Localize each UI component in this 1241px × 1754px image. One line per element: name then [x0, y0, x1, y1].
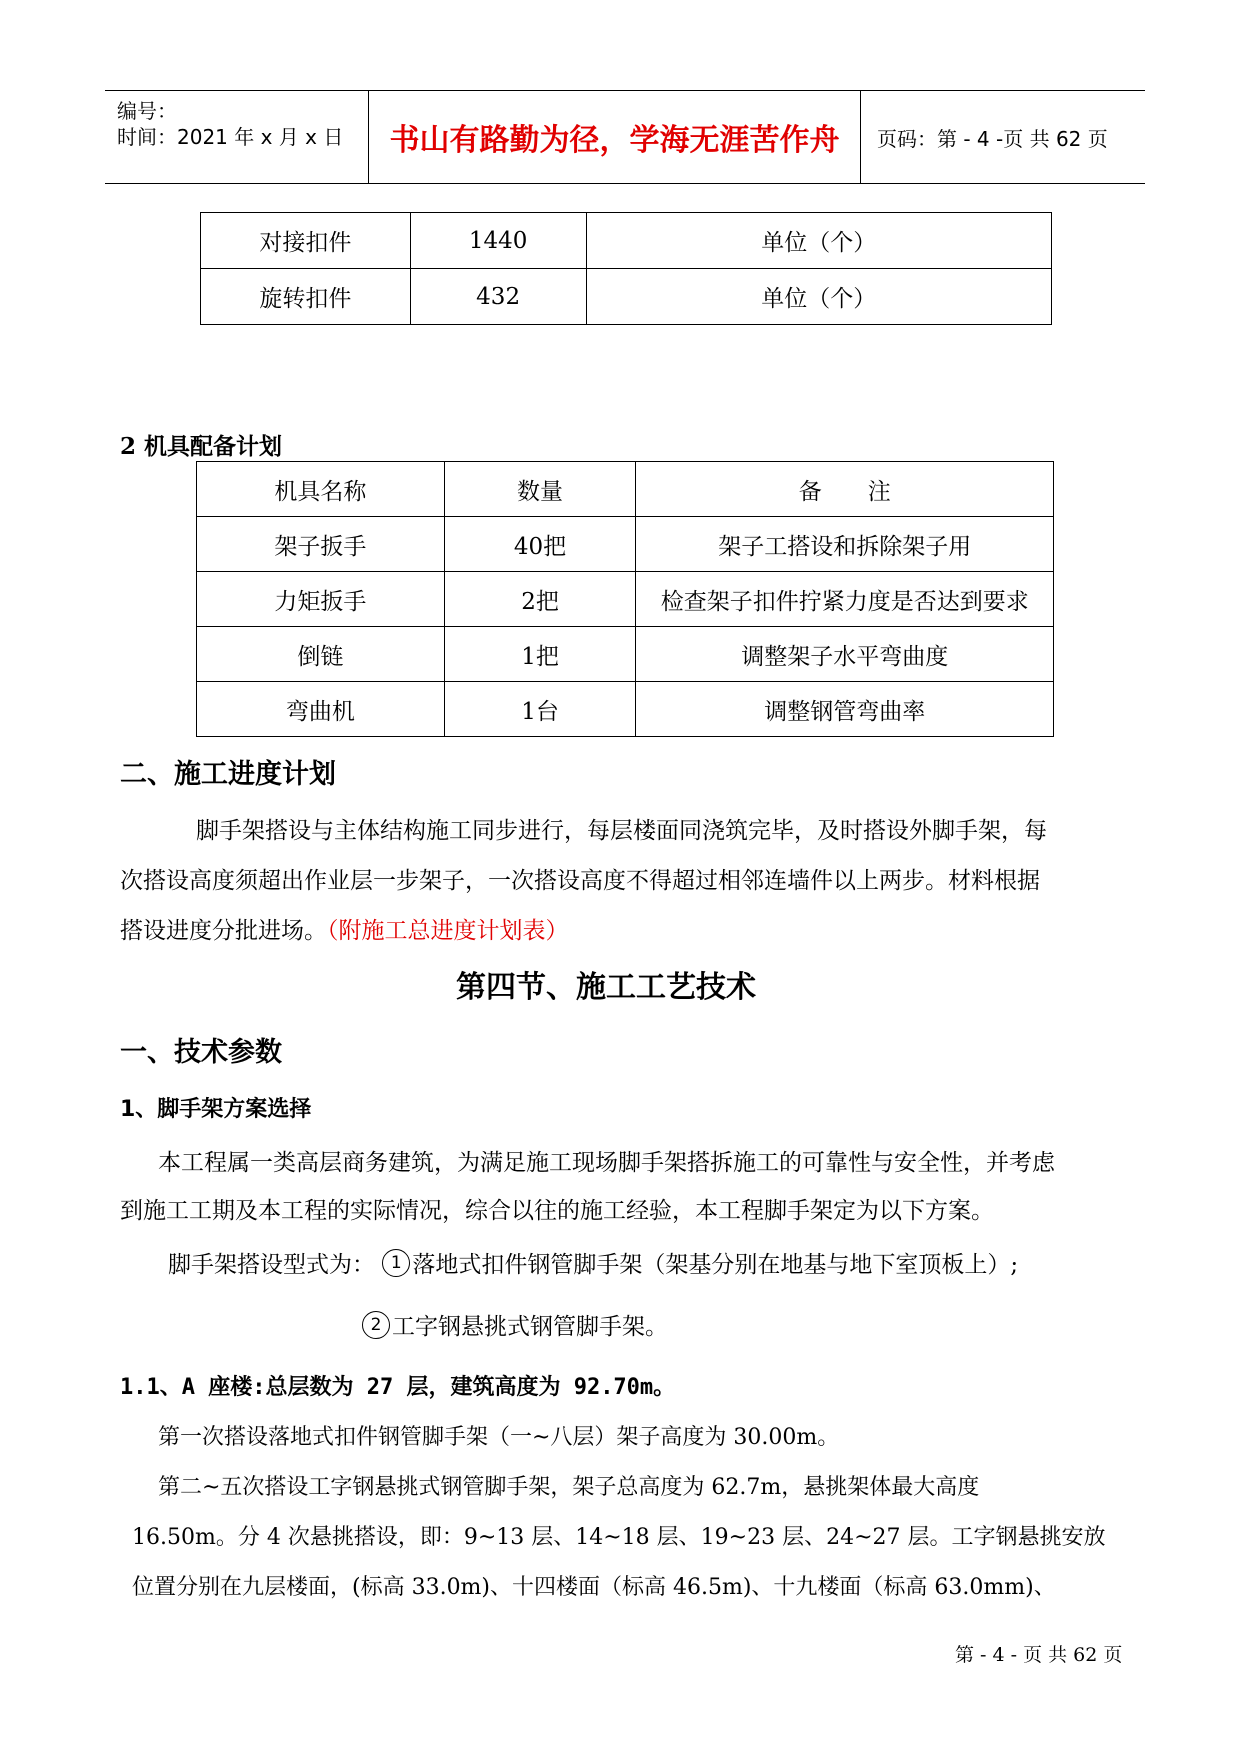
- option-text: 工字钢悬挑式钢管脚手架。: [392, 1314, 668, 1340]
- section-title: 第四节、施工工艺技术: [456, 970, 756, 1005]
- paragraph-line: 第一次搭设落地式扣件钢管脚手架（一~八层）架子高度为 30.00m。: [158, 1425, 840, 1450]
- table-cell: 对接扣件: [201, 213, 411, 269]
- paragraph-line: [120, 912, 569, 945]
- paragraph-line: 到施工工期及本工程的实际情况，综合以往的施工经验，本工程脚手架定为以下方案。: [120, 1198, 994, 1224]
- paragraph-line: 第二~五次搭设工字钢悬挑式钢管脚手架，架子总高度为 62.7m，悬挑架体最大高度: [158, 1475, 980, 1500]
- table-cell: 检查架子扣件拧紧力度是否达到要求: [636, 572, 1054, 627]
- table-cell: 架子工搭设和拆除架子用: [636, 517, 1054, 572]
- table-cell: 调整钢管弯曲率: [636, 682, 1054, 737]
- header-meta: [117, 91, 367, 183]
- table-cell: 调整架子水平弯曲度: [636, 627, 1054, 682]
- column-header: 机具名称: [197, 462, 445, 517]
- machine-plan-heading: 2 机具配备计划: [120, 433, 283, 460]
- table-cell: 单位（个）: [586, 213, 1051, 269]
- building-a-heading: 1.1、A 座楼:总层数为 27 层，建筑高度为 92.70m。: [120, 1375, 676, 1400]
- table-cell: 1440: [410, 213, 586, 269]
- table-row: [197, 572, 1054, 627]
- paragraph-text: 搭设进度分批进场。: [120, 918, 327, 944]
- fastener-table: [200, 212, 1052, 325]
- table-cell: 力矩扳手: [197, 572, 445, 627]
- table-row: [201, 213, 1052, 269]
- circled-number-1: 1: [382, 1249, 410, 1277]
- paragraph-line: 本工程属一类高层商务建筑，为满足施工现场脚手架搭拆施工的可靠性与安全性，并考虑: [158, 1150, 1055, 1176]
- table-row: [197, 682, 1054, 737]
- time-label: 时间：2021 年 x 月 x 日: [117, 125, 344, 149]
- page-header: [105, 90, 1145, 184]
- table-row: [197, 627, 1054, 682]
- table-cell: 2把: [444, 572, 636, 627]
- table-cell: 432: [410, 269, 586, 325]
- table-cell: 倒链: [197, 627, 445, 682]
- table-cell: 弯曲机: [197, 682, 445, 737]
- option-text: 落地式扣件钢管脚手架（架基分别在地基与地下室顶板上）;: [412, 1252, 1019, 1278]
- page-footer: 第 - 4 - 页 共 62 页: [955, 1644, 1123, 1666]
- header-divider: [860, 91, 861, 183]
- sub-heading: 1、脚手架方案选择: [120, 1097, 312, 1122]
- column-header: 备 注: [636, 462, 1054, 517]
- header-page-info: 页码：第 - 4 -页 共 62 页: [877, 126, 1108, 151]
- table-cell: 旋转扣件: [201, 269, 411, 325]
- scaffold-option-1: [168, 1246, 1018, 1279]
- machine-table: [196, 461, 1054, 737]
- table-header-row: [197, 462, 1054, 517]
- header-motto: 书山有路勤为径，学海无涯苦作舟: [389, 123, 840, 158]
- tech-heading: 一、技术参数: [120, 1037, 282, 1068]
- table-cell: 40把: [444, 517, 636, 572]
- scaffold-option-2: [362, 1308, 668, 1341]
- column-header: 数量: [444, 462, 636, 517]
- paragraph-line: 次搭设高度须超出作业层一步架子，一次搭设高度不得超过相邻连墙件以上两步。材料根据: [120, 868, 1040, 894]
- circled-number-2: 2: [362, 1311, 390, 1339]
- table-cell: 架子扳手: [197, 517, 445, 572]
- paragraph-line: 16.50m。分 4 次悬挑搭设，即：9~13 层、14~18 层、19~23 层、24~27 层。工字钢悬挑安放: [132, 1525, 1106, 1550]
- table-row: [197, 517, 1054, 572]
- table-row: [201, 269, 1052, 325]
- table-cell: 1台: [444, 682, 636, 737]
- number-label: 编号：: [117, 99, 177, 123]
- paragraph-line: 脚手架搭设与主体结构施工同步进行，每层楼面同浇筑完毕，及时搭设外脚手架，每: [196, 818, 1047, 844]
- schedule-note: （附施工总进度计划表）: [327, 918, 569, 944]
- table-cell: 1把: [444, 627, 636, 682]
- paragraph-line: 位置分别在九层楼面，(标高 33.0m)、十四楼面（标高 46.5m)、十九楼面（标高 63.0mm)、: [132, 1575, 1056, 1600]
- schedule-heading: 二、施工进度计划: [120, 759, 336, 790]
- table-cell: 单位（个）: [586, 269, 1051, 325]
- form-label: 脚手架搭设型式为：: [168, 1252, 375, 1278]
